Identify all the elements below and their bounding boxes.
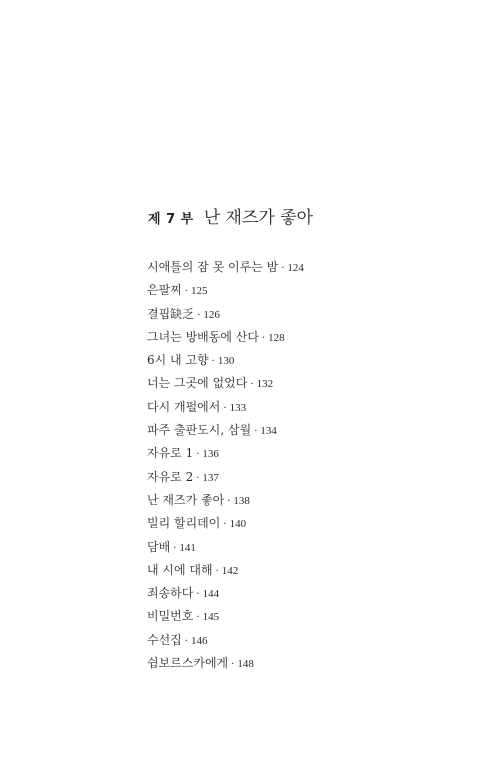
toc-entry-title: 자유로 1 [147,446,194,461]
toc-entry-separator: · [184,635,188,647]
toc-entry [147,351,304,374]
toc-entry-page: 148 [237,658,254,671]
toc-entry-title: 난 재즈가 좋아 [147,492,225,507]
toc-entry [147,421,304,444]
part-heading [148,203,313,228]
toc-entry-page: 132 [256,378,274,391]
toc-entry [147,328,304,351]
toc-entry-separator: · [196,612,200,624]
toc-entry [147,631,304,654]
toc-entry-page: 126 [203,308,220,321]
toc-entry [147,654,304,677]
toc-entry-page: 140 [229,518,247,531]
toc-entry-page: 144 [202,588,220,601]
toc-entry-page: 145 [202,611,220,624]
toc-entry-separator: · [223,519,227,531]
toc-entry [147,607,304,630]
toc-entry-page: 128 [268,331,285,344]
toc-entry-page: 146 [190,634,208,647]
toc-entry-title: 비밀번호 [147,609,194,624]
toc-entry-page: 130 [217,355,235,368]
toc-entry-title: 빌리 할리데이 [147,516,221,531]
toc-entry [147,468,304,491]
toc-entry-separator: · [261,332,266,344]
toc-entry-title: 담배 [147,539,171,554]
toc-entry [147,444,304,467]
toc-entry-separator: · [250,379,254,391]
toc-entry-page: 134 [260,425,277,438]
toc-entry [147,514,304,537]
toc-entry-separator: · [196,589,200,601]
part-label: 제 7 부 [148,212,194,227]
toc-entry-separator: · [196,472,200,484]
toc-entry-title: 쉼보르스카에게 [147,656,229,671]
toc-entry-separator: · [281,263,285,274]
toc-entry-title: 시애틀의 잠 못 이루는 밤 [147,260,279,274]
toc-entry-title: 너는 그곳에 없었다 [147,376,248,391]
toc-entry [147,374,304,397]
toc-entry-separator: · [227,495,231,507]
toc-entry [147,561,304,584]
table-of-contents [147,258,304,677]
toc-entry-page: 125 [190,285,208,298]
toc-entry-page: 124 [287,262,304,274]
toc-entry-page: 142 [221,564,239,577]
toc-entry-separator: · [211,356,215,368]
toc-entry-separator: · [231,659,235,671]
toc-entry [147,258,304,281]
toc-entry-title: 은팔찌 [147,283,182,298]
toc-entry-separator: · [173,542,177,554]
toc-entry-title: 그녀는 방배동에 산다 [147,329,259,344]
toc-entry-page: 136 [202,448,219,461]
toc-entry [147,538,304,561]
toc-entry-separator: · [215,565,219,577]
toc-entry [147,305,304,328]
toc-entry-separator: · [184,286,188,298]
toc-entry-page: 141 [179,541,196,554]
toc-entry-title: 자유로 2 [147,469,194,484]
toc-entry [147,398,304,421]
toc-entry [147,281,304,304]
toc-entry-title: 파주 출판도시, 삼월 [147,423,252,438]
toc-entry-title: 수선집 [147,632,182,647]
toc-entry-page: 138 [233,494,250,507]
toc-entry-title: 결핍缺乏 [147,306,195,321]
toc-entry-title: 내 시에 대해 [147,562,213,577]
toc-entry-separator: · [223,402,227,414]
toc-entry-title: 죄송하다 [147,586,194,601]
part-title: 난 재즈가 좋아 [203,208,314,228]
toc-entry [147,491,304,514]
toc-entry [147,584,304,607]
toc-entry-page: 133 [229,401,247,414]
toc-entry-separator: · [196,449,200,461]
toc-entry-title: 다시 개펄에서 [147,399,221,414]
toc-entry-title: 6시 내 고향 [147,353,209,368]
toc-entry-page: 137 [202,471,219,484]
toc-entry-separator: · [197,309,201,321]
toc-entry-separator: · [254,426,258,438]
